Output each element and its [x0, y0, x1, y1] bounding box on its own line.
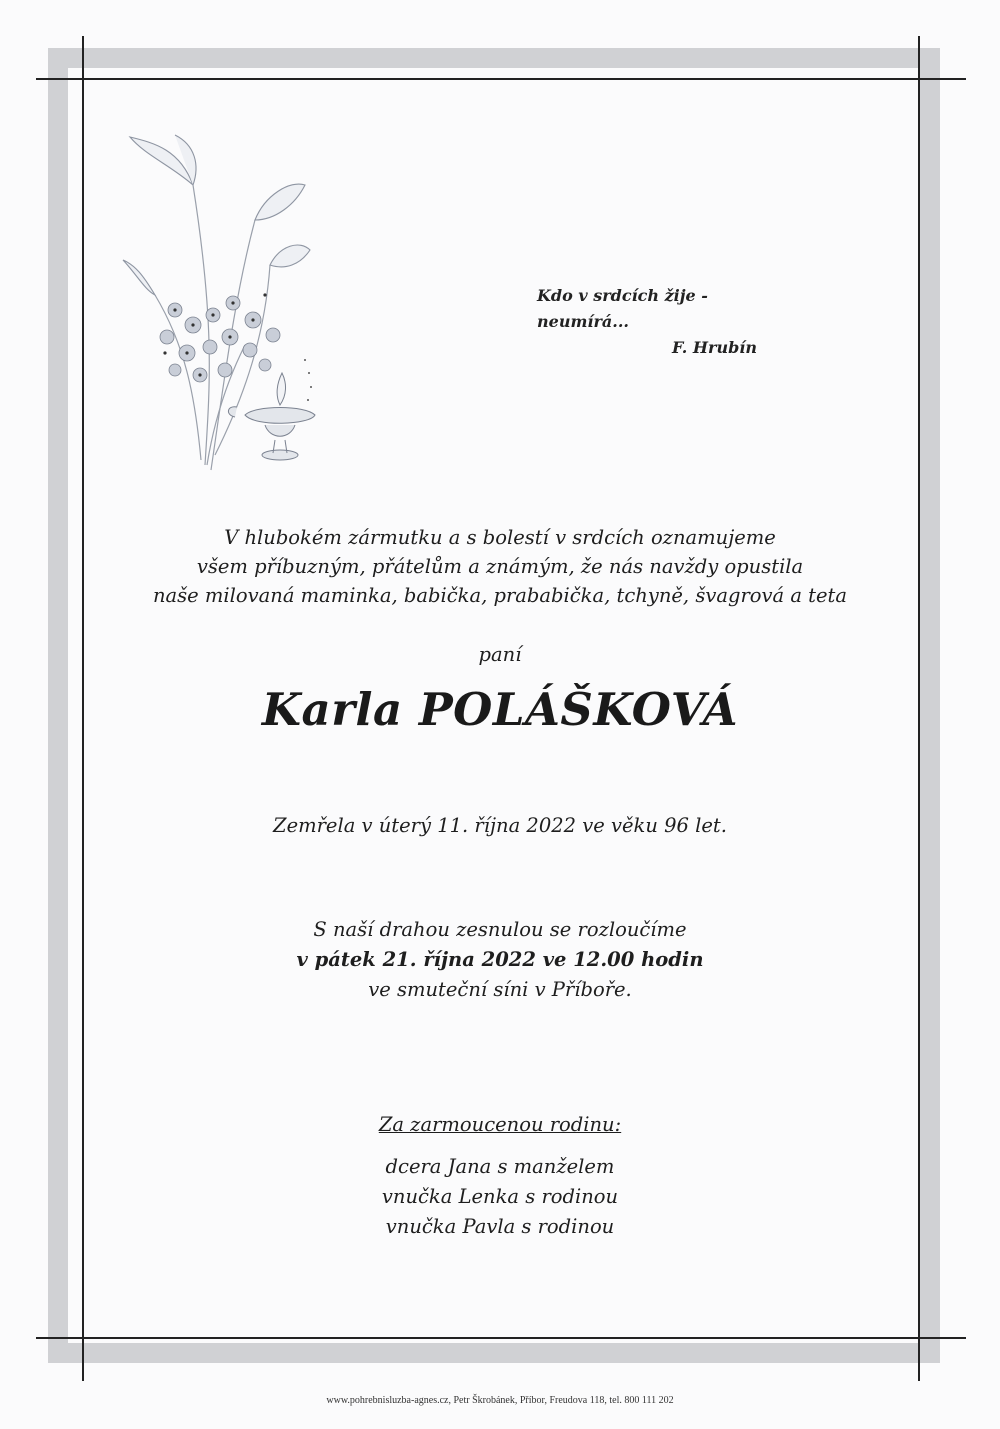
family-heading: Za zarmoucenou rodinu: — [378, 1113, 622, 1136]
announcement-text — [0, 523, 1000, 610]
quote-author: F. Hrubín — [672, 338, 757, 357]
death-notice: Zemřela v úterý 11. října 2022 ve věku 96 let. — [273, 814, 727, 837]
footer-contact: www.pohrebnisluzba-agnes.cz, Petr Škrobánek, Příbor, Freudova 118, tel. 800 111 202 — [326, 1395, 674, 1406]
quote — [500, 283, 800, 361]
frame-band-bottom — [48, 1343, 940, 1363]
farewell-info — [0, 915, 1000, 1005]
frame-line-top — [36, 78, 966, 80]
announcement-line: naše milovaná maminka, babička, prababička, tchyně, švagrová a teta — [152, 584, 848, 607]
family-member: dcera Jana s manželem — [385, 1155, 615, 1178]
honorific-title: paní — [478, 643, 522, 666]
frame-line-bottom — [36, 1337, 966, 1339]
family-member: vnučka Pavla s rodinou — [385, 1215, 615, 1238]
family-section — [0, 1110, 1000, 1242]
deceased-name: Karla POLÁŠKOVÁ — [261, 683, 739, 736]
farewell-place: ve smuteční síni v Příboře. — [368, 978, 632, 1001]
quote-text: Kdo v srdcích žije - neumírá... — [537, 286, 708, 331]
announcement-line: V hlubokém zármutku a s bolestí v srdcích oznamujeme — [224, 526, 776, 549]
frame-band-top — [48, 48, 940, 68]
flower-bouquet-illustration — [115, 125, 340, 475]
family-member: vnučka Lenka s rodinou — [381, 1185, 619, 1208]
farewell-date-time: v pátek 21. října 2022 ve 12.00 hodin — [296, 948, 704, 971]
announcement-line: všem příbuzným, přátelům a známým, že nás navždy opustila — [196, 555, 804, 578]
farewell-line: S naší drahou zesnulou se rozloučíme — [313, 918, 687, 941]
